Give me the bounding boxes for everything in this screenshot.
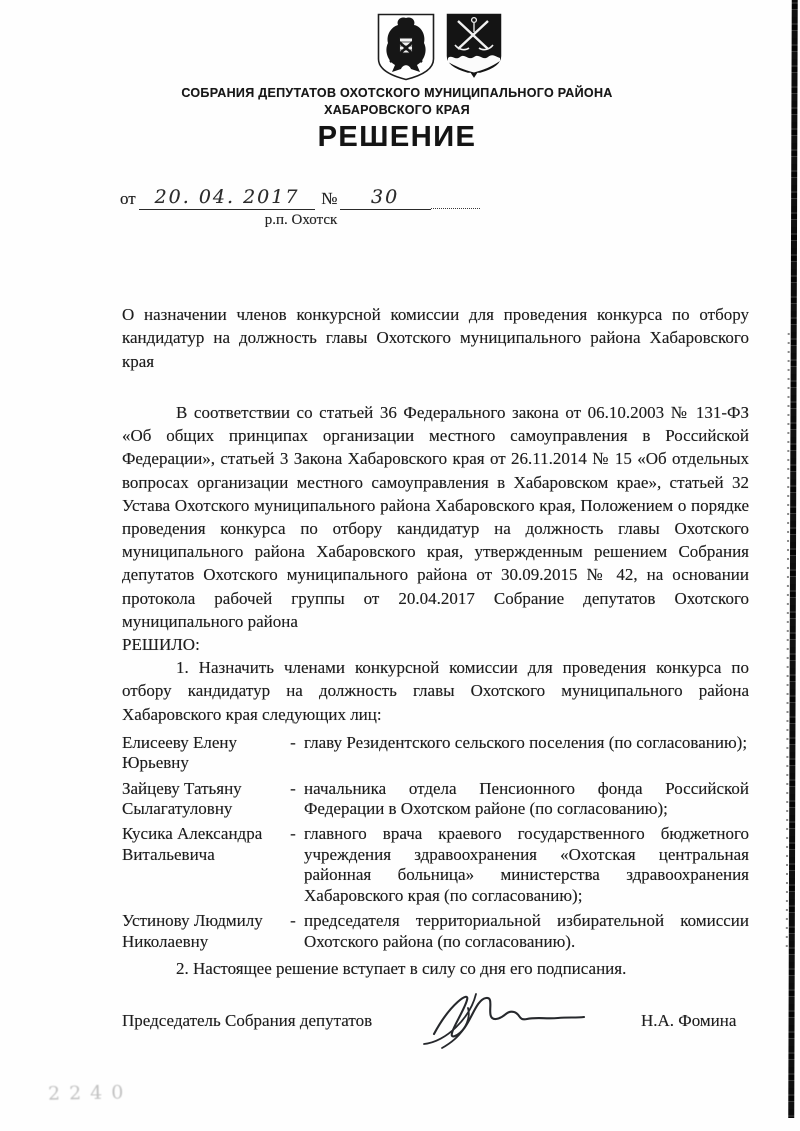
org-name-line2: ХАБАРОВСКОГО КРАЯ: [324, 103, 470, 117]
okhotsk-district-coat-of-arms-icon: [445, 12, 503, 78]
member-dash: -: [290, 778, 296, 798]
doc-meta: [120, 186, 480, 229]
item2-paragraph: 2. Настоящее решение вступает в силу со дня его подписания.: [176, 958, 627, 978]
signature-scrawl-icon: [418, 988, 593, 1059]
member-role: председателя территориальной избирательной комиссии Охотского района (по согласованию).: [304, 911, 749, 951]
org-name: [0, 85, 794, 119]
date-prefix-label: от: [120, 189, 136, 208]
member-role: главного врача краевого государственного бюджетного учреждения здравоохранения «Охотская центральная районная больница» министерства здравоохранения Хабаровского края (по согласованию);: [304, 824, 749, 905]
member-dash: -: [290, 911, 296, 931]
signer-name: Н.А. Фомина: [641, 1011, 737, 1030]
subject-paragraph: О назначении членов конкурсной комиссии для проведения конкурса по отбору кандидатур на должность главы Охотского муниципального района Хабаровского края: [122, 305, 749, 371]
corner-pencil-mark: 2240: [47, 1081, 133, 1105]
number-prefix-label: №: [321, 189, 338, 208]
member-role: начальника отдела Пенсионного фонда Российской Федерации в Охотском районе (по согласованию);: [304, 778, 749, 819]
member-dash: -: [290, 732, 296, 752]
member-row: [122, 911, 749, 952]
commission-members-list: [122, 733, 749, 952]
member-name: Кусика Александра Витальевича: [122, 824, 263, 864]
member-row: [122, 824, 749, 906]
date-field: [139, 186, 316, 210]
member-name: Елисееву Елену Юрьевну: [122, 732, 238, 773]
handwritten-number: 30: [370, 186, 400, 208]
resolved-word: РЕШИЛО:: [122, 635, 200, 655]
place-label: р.п. Охотск: [264, 212, 338, 228]
member-role: главу Резидентского сельского поселения (по согласованию);: [304, 732, 748, 752]
item1-intro-paragraph: 1. Назначить членами конкурсной комиссии для проведения конкурса по отбору кандидатур на должность главы Охотского муниципального района Хабаровского края следующих лиц:: [122, 658, 749, 724]
org-name-line1: СОБРАНИЯ ДЕПУТАТОВ ОХОТСКОГО МУНИЦИПАЛЬНОГО РАЙОНА: [181, 86, 613, 100]
member-row: [122, 733, 749, 774]
member-row: [122, 779, 749, 820]
khabarovsk-krai-coat-of-arms-icon: [376, 12, 436, 82]
document-type-title: РЕШЕНИЕ: [317, 121, 477, 153]
signer-title: Председатель Собрания депутатов: [122, 1011, 373, 1030]
member-name: Зайцеву Татьяну Сылагатуловну: [122, 778, 242, 819]
handwritten-date: 20. 04. 2017: [154, 186, 300, 208]
preamble-paragraph: В соответствии со статьей 36 Федерального закона от 06.10.2003 № 131-ФЗ «Об общих принципах организации местного самоуправления в Российской Федерации», статьей 3 Закона Хабаровского края от 26.11.2014 № 15 «Об отдельных вопросах организации местного самоуправления в Хабаровском крае», статьей 32 Устава Охотского муниципального района Хабаровского края, Положением о порядке проведения конкурса по отбору кандидатур на должность главы Охотского муниципального района Хабаровского края, утвержденным решением Собрания депутатов Охотского муниципального района от 30.09.2015 № 42, на основании протокола рабочей группы от 20.04.2017 Собрание депутатов Охотского муниципального района: [122, 403, 749, 631]
scan-edge-artifact: [788, 0, 798, 1118]
document-body: [122, 401, 749, 980]
member-name: Устинову Людмилу Николаевну: [122, 911, 263, 951]
number-field: [340, 186, 431, 210]
number-field-tail-line: [431, 208, 480, 209]
header-emblems: [376, 12, 503, 82]
member-dash: -: [290, 824, 296, 844]
